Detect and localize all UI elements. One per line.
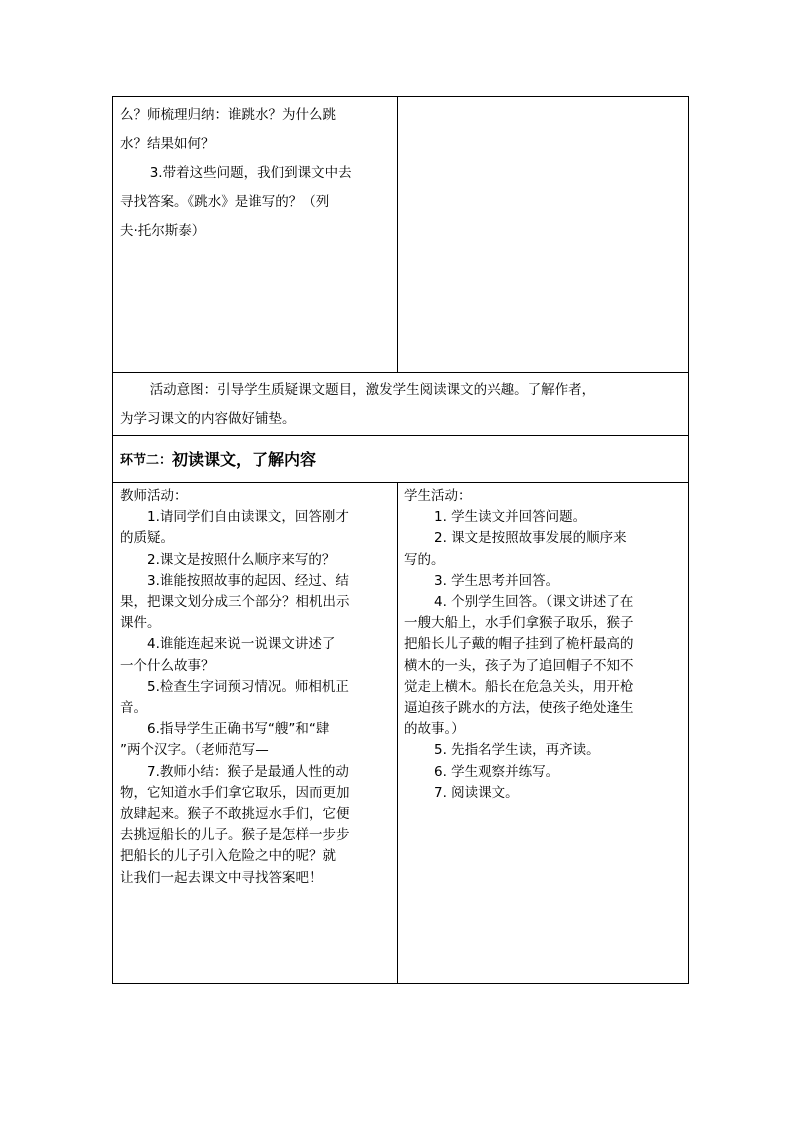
- teacher-activity-line: ”两个汉字。（老师范写—: [120, 742, 269, 759]
- student-activity-line: 一艘大船上，水手们拿猴子取乐，猴子: [404, 615, 634, 632]
- student-activity-line: 逼迫孩子跳水的方法，使孩子绝处逢生: [404, 700, 634, 717]
- student-activity-line: 把船长儿子戴的帽子挂到了桅杆最高的: [404, 636, 634, 653]
- student-activity-line: 1. 学生读文并回答问题。: [434, 509, 587, 526]
- teacher-activity-line: 5.检查生字词预习情况。师相机正: [147, 678, 349, 695]
- teacher-activity-heading: 教师活动：: [120, 488, 188, 504]
- section-heading: [113, 436, 688, 481]
- teacher-activity-line: 音。: [120, 700, 147, 717]
- teacher-activity-line: 6.指导学生正确书写“艘”和“肆: [147, 721, 330, 738]
- student-activity-line: 4. 个别学生回答。（课文讲述了在: [434, 594, 634, 611]
- teacher-activity-continued-cell: [113, 97, 397, 372]
- teacher-activity-line: 放肆起来。猴子不敢挑逗水手们，它便: [120, 806, 350, 823]
- student-activity-line: 3. 学生思考并回答。: [434, 572, 560, 589]
- student-activity-line: 6. 学生观察并练写。: [434, 763, 560, 780]
- student-activity-heading: 学生活动：: [404, 488, 472, 504]
- teacher-activity-line: 1.请同学们自由读课文，回答刚才: [147, 509, 349, 526]
- text-line: 夫·托尔斯泰）: [120, 223, 206, 239]
- section-title: 初读课文，了解内容: [172, 450, 317, 469]
- teacher-activity-line: 把船长的儿子引入危险之中的呢？就: [120, 848, 336, 865]
- section-prefix: 环节二：: [120, 453, 173, 468]
- student-activity-line: 5. 先指名学生读，再齐读。: [434, 742, 600, 759]
- teacher-activity-line: 2.课文是按照什么顺序来写的？: [147, 551, 336, 568]
- intent-line-1: 活动意图：引导学生质疑课文题目，激发学生阅读课文的兴趣。了解作者，: [149, 382, 596, 398]
- student-activity-line: 觉走上横木。船长在危急关头，用开枪: [404, 678, 634, 695]
- teacher-activity-line: 3.谁能按照故事的起因、经过、结: [147, 572, 349, 589]
- teacher-activity-cell: [113, 483, 397, 983]
- student-activity-line: 写的。: [404, 551, 445, 568]
- intent-line-2: 为学习课文的内容做好铺垫。: [120, 411, 296, 427]
- student-activity-line: 横木的一头，孩子为了追回帽子不知不: [404, 657, 634, 674]
- teacher-activity-line: 4.谁能连起来说一说课文讲述了: [147, 636, 336, 653]
- student-activity-cell: [398, 483, 688, 983]
- teacher-activity-line: 果，把课文划分成三个部分？相机出示: [120, 594, 350, 611]
- student-activity-line: 的故事。）: [404, 721, 465, 738]
- teacher-activity-line: 让我们一起去课文中寻找答案吧！: [120, 869, 323, 886]
- text-line: 水？结果如何？: [120, 136, 215, 152]
- teacher-activity-list: [120, 507, 391, 889]
- student-activity-list: [404, 507, 680, 804]
- text-line: 么？师梳理归纳：谁跳水？为什么跳: [120, 107, 336, 123]
- text-line: 3.带着这些问题，我们到课文中去: [149, 165, 352, 181]
- text-line: 寻找答案。《跳水》是谁写的？（列: [120, 194, 330, 210]
- teacher-activity-line: 物，它知道水手们拿它取乐，因而更加: [120, 784, 350, 801]
- lesson-plan-table: [112, 96, 689, 984]
- teacher-activity-line: 一个什么故事？: [120, 657, 215, 674]
- teacher-activity-line: 课件。: [120, 615, 161, 632]
- activity-intent-cell: [113, 373, 688, 435]
- teacher-activity-line: 7.教师小结：猴子是最通人性的动: [147, 763, 349, 780]
- teacher-activity-line: 的质疑。: [120, 530, 174, 547]
- student-activity-line: 7. 阅读课文。: [434, 784, 519, 801]
- student-activity-line: 2. 课文是按照故事发展的顺序来: [434, 530, 627, 547]
- teacher-activity-line: 去挑逗船长的儿子。猴子是怎样一步步: [120, 827, 350, 844]
- student-activity-continued-cell: [398, 97, 688, 372]
